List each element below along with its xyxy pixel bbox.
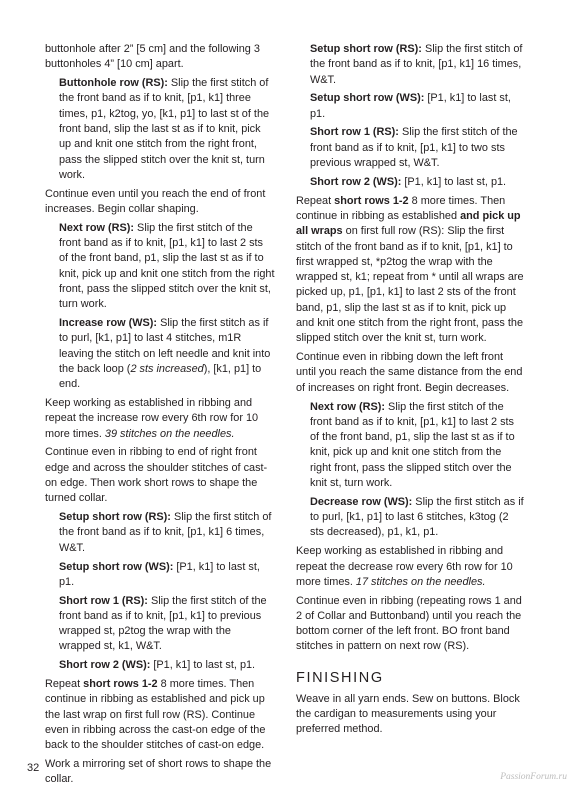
instruction-row [296,400,525,492]
text-run: Repeat [45,678,84,691]
row-label: Decrease row (WS): [310,495,413,508]
text-run: Work a mirroring set of short rows to shape the collar. [45,758,272,786]
watermark: PassionForum.ru [500,772,567,782]
row-label: Setup short row (RS): [310,43,422,55]
text-run: Continue even in ribbing down the left front until you reach the same distance from the end of increases on right front. Begin decreases. [296,351,523,394]
text-run: [P1, k1] to last st, p1. [150,659,256,672]
row-label: Next row (RS): [310,400,386,413]
page-number: 32 [27,762,40,774]
instruction-row [45,221,275,313]
stitch-count: 17 stitches on the needles. [355,575,486,588]
instruction-row [45,76,275,183]
row-label: and pick up all wraps [296,209,521,238]
text-run: Slip the first stitch of the front band as if to knit, [p1, k1] to last 2 sts of the front band, p1, slip the last st as if to knit, pick up and knit one stitch from the right front, pass the slipped stitch over the knit st, turn work. [59,221,275,311]
paragraph [45,445,275,506]
stitch-count: 39 stitches on the needles. [104,427,235,440]
text-run: on first full row (RS): Slip the first stitch of the front band as if to knit, [p1, k1] to first wrapped st, *p2tog the wrap with the wrapped st, k1; repeat from * until all wraps are picked up, p1, [p1, k1] to last 2 sts of the front band, p1, slip the last st as if to knit, pick up and knit one stitch from the right front, pass the slipped stitch over the knit st, turn work. [296,225,524,345]
row-label: short rows 1-2 [83,678,158,691]
row-label: Short row 1 (RS): [59,594,148,607]
row-label: short rows 1-2 [334,194,409,207]
paragraph [45,187,275,218]
row-label: Short row 1 (RS): [310,126,399,139]
text-run: Weave in all yarn ends. Sew on buttons. Block the cardigan to measurements using your preferred method. [296,692,520,736]
left-column [45,42,275,791]
instruction-row [296,495,525,541]
paragraph [45,757,275,788]
text-run: 8 more times. Then continue in ribbing as established and pick up the last wrap on first full row (RS). Continue even in ribbing across the cast-on edge of the back to the shoulder stitches of cast-on edge. [45,678,266,752]
text-run: 8 more times. Then continue in ribbing as established [296,194,506,222]
text-run: Keep working as established in ribbing and repeat the increase row every 6th row for 10 more times. [45,397,259,440]
text-run: buttonhole after 2” [5 cm] and the following 3 buttonholes 4” [10 cm] apart. [45,43,260,71]
text-run: Keep working as established in ribbing and repeat the decrease row every 6th row for 10 more times. [296,545,513,588]
instruction-row [45,594,275,655]
instruction-row [296,175,525,190]
row-label: Short row 2 (WS): [59,659,151,672]
paragraph [296,350,525,396]
stitch-count: 2 sts increased [130,362,204,375]
paragraph [296,594,525,655]
text-run: Slip the first stitch as if to purl, [k1, p1] to last 6 stitches, k3tog (2 sts decreased), p1, k1, p1. [310,495,524,539]
text-run: Continue even until you reach the end of front increases. Begin collar shaping. [45,187,266,215]
text-run: Slip the first stitch as if to purl, [k1, p1] to last 4 stitches, m1R leaving the stitch on left needle and knit into the back loop ( [59,317,271,375]
text-run: Slip the first stitch of the front band as if to knit, [p1, k1] 6 times, W&T. [59,511,272,554]
paragraph [296,692,525,738]
text-run: ), [k1, p1] to end. [59,362,262,391]
text-run: Slip the first stitch of the front band as if to knit, [p1, k1] three times, p1, k2tog, yo, [k1, p1] to last st of the front band, slip the last st as if to knit, pick up and knit one stitch from the right front, pass the slipped stitch over the knit st, turn work. [59,77,270,181]
section-heading [296,669,525,687]
text-run: Slip the first stitch of the front band as if to knit, [p1, k1] 16 times, W&T. [310,43,523,86]
text-run: Slip the first stitch of the front band as if to knit, [p1, k1] to two sts previous wrapped st, W&T. [310,126,518,170]
text-run: [P1, k1] to last st, p1. [401,175,507,188]
instruction-row [296,91,525,122]
instruction-row [45,560,275,591]
paragraph [45,677,275,753]
row-label: Setup short row (RS): [59,511,171,524]
right-column [296,42,525,741]
text-run: [P1, k1] to last st, p1. [310,92,511,120]
instruction-row [45,658,275,673]
instruction-row [296,125,525,171]
instruction-row [296,42,525,88]
instruction-row [45,510,275,556]
text-run: Slip the first stitch of the front band as if to knit, [p1, k1] to last 2 sts of the front band, p1, slip the last st as if to knit, pick up and knit one stitch from the right front, pass the slipped stitch over the knit st, turn work. [310,400,515,490]
row-label: Setup short row (WS): [310,92,425,105]
row-label: Increase row (WS): [59,317,158,330]
paragraph [296,544,525,590]
text-run: Continue even in ribbing to end of right front edge and across the shoulder stitches of cast-on edge. Then work short rows to shape the turned collar. [45,446,268,505]
text-run: [P1, k1] to last st, p1. [59,560,260,588]
instruction-row [45,316,275,392]
row-label: Short row 2 (WS): [310,175,402,188]
text-run: Repeat [296,194,335,207]
row-label: Next row (RS): [59,221,135,234]
row-label: Buttonhole row (RS): [59,77,168,90]
paragraph [45,396,275,442]
row-label: Setup short row (WS): [59,560,174,573]
text-run: FINISHING [296,669,384,686]
paragraph [45,42,275,73]
text-run: Continue even in ribbing (repeating rows 1 and 2 of Collar and Buttonband) until you reach the bottom corner of the left front. BO front band stitches in pattern on next row (RS). [296,594,522,653]
paragraph [296,194,525,347]
text-run: Slip the first stitch of the front band as if to knit, [p1, k1] to previous wrapped st, p2tog the wrap with the wrapped st, k1, W&T. [59,594,267,653]
